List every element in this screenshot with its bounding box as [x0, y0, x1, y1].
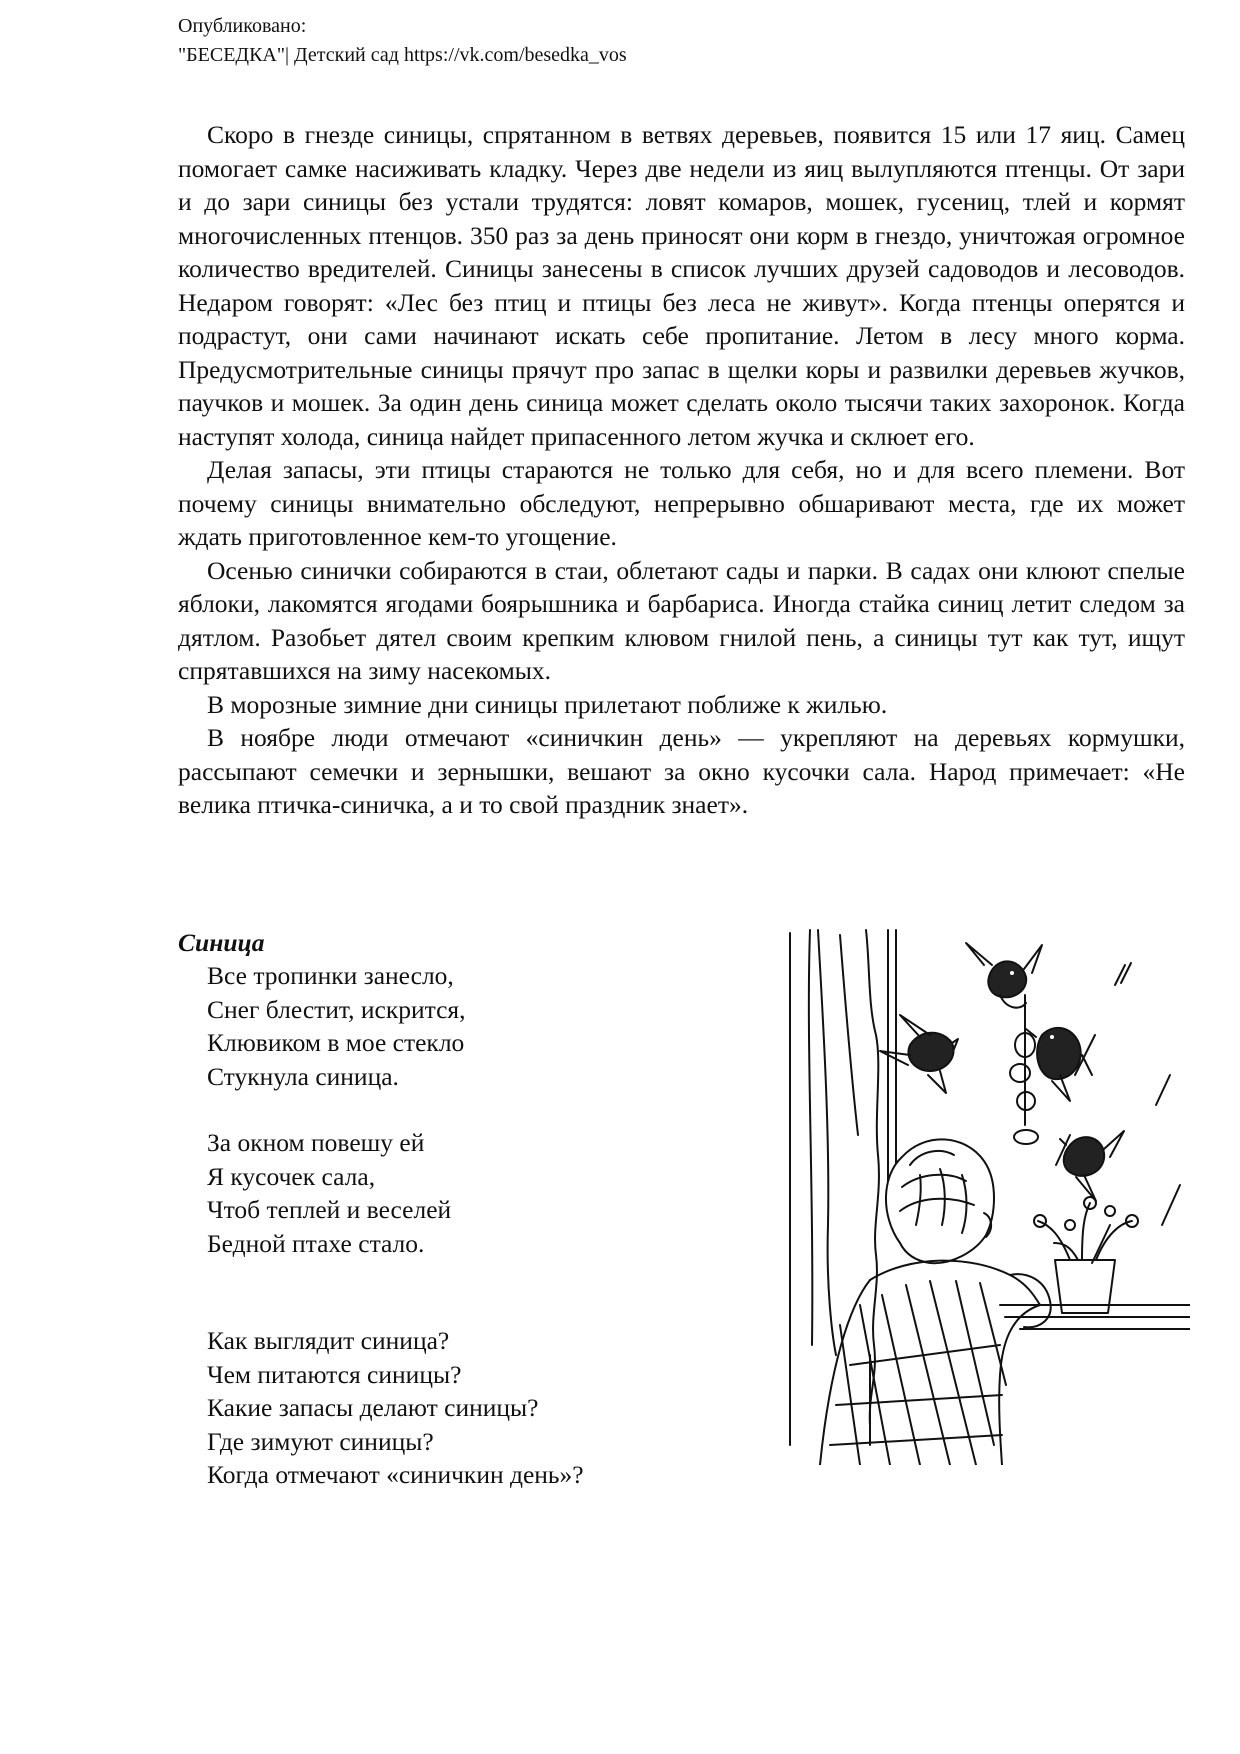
windowsill — [1000, 1305, 1190, 1329]
poem-line: За окном повешу ей — [207, 1128, 425, 1157]
bird-left — [880, 1015, 958, 1093]
boy-figure — [820, 1139, 1051, 1465]
poem-line: Снег блестит, искрится, — [207, 994, 466, 1024]
paragraph: В ноябре люди отмечают «синичкин день» — укрепляют на деревьях кормушки, рассыпают семечки и зернышки, вешают за окно кусочки сала. Народ примечает: «Не велика птичка-синичка, а и то свой праздник знает». — [178, 723, 1185, 819]
paragraph: Осенью синички собираются в стаи, облетают сады и парки. В садах они клюют спелые яблоки, лакомятся ягодами боярышника и барбариса. Иногда стайка синиц летит следом за дятлом. Разобьет дятел своим крепким клювом гнилой пень, а синицы тут как тут, ищут спрятавшихся на зиму насекомых. — [178, 555, 1185, 685]
paragraph: Делая запасы, эти птицы стараются не только для себя, но и для всего племени. Вот почему синицы внимательно обследуют, непрерывно обшаривают места, где их может ждать приготовленное кем-то угощение. — [178, 455, 1185, 551]
poem-stanza-1 — [207, 959, 466, 1093]
bird-top — [966, 943, 1042, 1008]
source-line: "БЕСЕДКА"| Детский сад https://vk.com/besedka_vos — [178, 44, 627, 66]
questions-list — [207, 1324, 584, 1492]
question: Где зимуют синицы? — [207, 1426, 434, 1456]
question: Чем питаются синицы? — [207, 1359, 462, 1389]
flower-pot — [1034, 1197, 1138, 1313]
question: Когда отмечают «синичкин день»? — [207, 1460, 584, 1489]
question: Какие запасы делают синицы? — [207, 1393, 539, 1422]
hanging-feeder — [1010, 995, 1038, 1144]
publication-header — [178, 12, 627, 70]
snow-streaks — [1056, 963, 1180, 1263]
article-body — [178, 118, 1185, 822]
question: Как выглядит синица? — [207, 1326, 450, 1355]
bird-right — [1026, 1028, 1092, 1101]
boy-at-window-illustration — [770, 925, 1190, 1465]
paragraph: В морозные зимние дни синицы прилетают поближе к жилью. — [207, 689, 888, 719]
poem-line: Все тропинки занесло, — [207, 961, 454, 990]
window-curtain — [790, 930, 896, 1445]
paragraph: Скоро в гнезде синицы, спрятанном в ветвях деревьев, появится 15 или 17 яиц. Самец помогает самке насиживать кладку. Через две недели из яиц вылупляются птенцы. От зари и до зари синицы без устали трудятся: ловят комаров, мошек, гусениц, тлей и кормят многочисленных птенцов. 350 раз за день приносят они корм в гнездо, уничтожая огромное количество вредителей. Синицы занесены в список лучших друзей садоводов и лесоводов. Недаром говорят: «Лес без птиц и птицы без леса не живут». Когда птенцы оперятся и подрастут, они сами начинают искать себе пропитание. Летом в лесу много корма. Предусмотрительные синицы прячут про запас в щелки коры и развилки деревьев жучков, паучков и мошек. За один день синица может сделать около тысячи таких захоронок. Когда наступят холода, синица найдет припасенного летом жучка и склюет его. — [178, 120, 1185, 451]
poem-title: Синица — [178, 928, 265, 957]
poem-line: Стукнула синица. — [207, 1061, 399, 1091]
poem-line: Я кусочек сала, — [207, 1161, 376, 1191]
poem-line: Бедной птахе стало. — [207, 1228, 425, 1258]
poem-line: Клювиком в мое стекло — [207, 1028, 465, 1057]
poem-line: Чтоб теплей и веселей — [207, 1195, 452, 1224]
published-label: Опубликовано: — [178, 15, 307, 37]
bird-bottom — [1060, 1131, 1124, 1201]
poem-stanza-2 — [207, 1126, 451, 1260]
